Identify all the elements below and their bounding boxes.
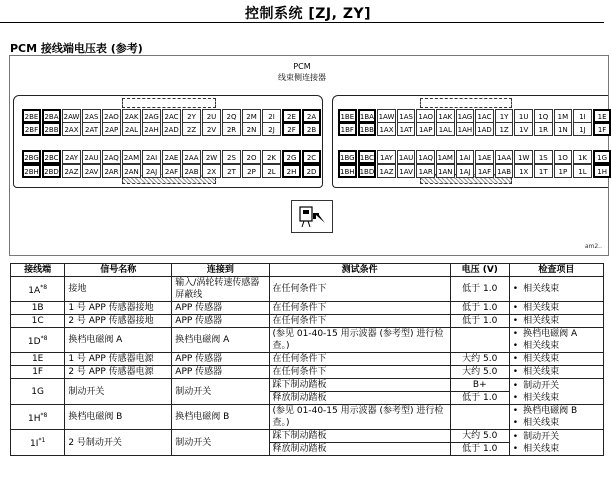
cell-condition: 踩下制动踏板 — [269, 379, 450, 392]
section-title: PCM 接线端电压表 (参考) — [10, 42, 143, 55]
connector-pin: 2BF — [22, 122, 41, 136]
check-item: • 相关线束 — [513, 283, 600, 295]
table-row — [11, 366, 604, 379]
connector-pin: 2AK — [122, 109, 141, 123]
connector-pin: 2AT — [82, 122, 101, 136]
cell-signal: 接地 — [65, 277, 172, 302]
cell-connect: 制动开关 — [172, 379, 269, 405]
connector-pin: 2AI — [142, 150, 161, 164]
connector-pin: 1AT — [397, 122, 416, 136]
connector-pin: 2AP — [102, 122, 121, 136]
connector-pin: 1O — [554, 150, 573, 164]
cell-terminal: 1G — [11, 379, 65, 405]
cell-terminal: $1H^{*8}$ — [11, 405, 65, 430]
cell-condition: (参见 01-40-15 用示波器 (参考型) 进行检查。) — [269, 328, 450, 353]
connector-pin: 1AK — [436, 109, 455, 123]
connector-pin: 1H — [593, 164, 611, 178]
cell-voltage: 大约 5.0 — [450, 366, 509, 379]
cell-checks — [509, 366, 603, 379]
connector-pin: 1Y — [495, 109, 514, 123]
connector-pin: 1N — [554, 122, 573, 136]
connector-pin: 2BH — [22, 164, 41, 178]
cell-signal: 1 号 APP 传感器电源 — [65, 353, 172, 366]
terminal-voltage-table — [10, 263, 604, 456]
connector-pin: 2Q — [222, 109, 241, 123]
connector-pin: 2A — [302, 109, 321, 123]
connector-pin: 1M — [554, 109, 573, 123]
cell-condition: 释放制动踏板 — [269, 392, 450, 405]
table-row — [11, 430, 604, 443]
col-header: 电压 (V) — [450, 264, 509, 277]
connector-pin: 1BB — [358, 122, 377, 136]
cell-connect: APP 传感器 — [172, 302, 269, 315]
connector-pin: 1AD — [475, 122, 494, 136]
figure-label-pcm: PCM — [293, 62, 311, 71]
connector-pin: 2Y — [182, 109, 201, 123]
connector-pin: 1BC — [358, 150, 377, 164]
cell-voltage: 低于 1.0 — [450, 302, 509, 315]
connector-pin: 1U — [514, 109, 533, 123]
cell-signal: 2 号 APP 传感器电源 — [65, 366, 172, 379]
connector-pin: 2AC — [162, 109, 181, 123]
connector-pin: 2L — [262, 164, 281, 178]
header-rule — [0, 22, 604, 23]
connector-pin: 2I — [262, 109, 281, 123]
connector-pin: 1Q — [534, 109, 553, 123]
page-title: 控制系统 [ZJ, ZY] — [245, 6, 372, 22]
connector-pin: 1BH — [338, 164, 357, 178]
check-item: • 换档电磁阀 A — [513, 328, 600, 340]
connector-pin: 2B — [302, 122, 321, 136]
connector-pin: 2AH — [142, 122, 161, 136]
connector-pin: 1AY — [377, 150, 396, 164]
connector-pin: 1AB — [495, 164, 514, 178]
connector-pin: 1AG — [456, 109, 475, 123]
table-row — [11, 405, 604, 430]
connector-pin: 2BG — [22, 150, 41, 164]
connector-pin: 1AH — [456, 122, 475, 136]
check-item: • 换档电磁阀 B — [513, 405, 600, 417]
cell-checks — [509, 430, 603, 456]
connector-pin: 2P — [242, 164, 261, 178]
cell-condition: 在任何条件下 — [269, 302, 450, 315]
check-item: • 制动开关 — [513, 380, 600, 392]
col-header: 接线端 — [11, 264, 65, 277]
cell-terminal: $1D^{*8}$ — [11, 328, 65, 353]
connector-pin: 1BG — [338, 150, 357, 164]
cell-voltage: 大约 5.0 — [450, 353, 509, 366]
cell-connect: APP 传感器 — [172, 315, 269, 328]
cell-checks — [509, 328, 603, 353]
cell-voltage: 低于 1.0 — [450, 277, 509, 302]
connector-pin: 2U — [202, 109, 221, 123]
cell-terminal: 1C — [11, 315, 65, 328]
cell-voltage: 低于 1.0 — [450, 443, 509, 456]
connector-pin: 2R — [222, 122, 241, 136]
check-item: • 相关线束 — [513, 392, 600, 404]
connector-pin: 2AW — [62, 109, 81, 123]
connector-pin: 1AF — [475, 164, 494, 178]
connector-pin: 1L — [573, 164, 592, 178]
connector-pin: 2BC — [42, 150, 61, 164]
connector-pin: 1AL — [436, 122, 455, 136]
connector-pin: 1BA — [358, 109, 377, 123]
cell-terminal: $1I^{*1}$ — [11, 430, 65, 456]
connector-pin: 1G — [593, 150, 611, 164]
cell-condition: 在任何条件下 — [269, 366, 450, 379]
cell-condition: 在任何条件下 — [269, 353, 450, 366]
table-row — [11, 379, 604, 392]
connector-pin: 2X — [202, 164, 221, 178]
cell-signal: 制动开关 — [65, 379, 172, 405]
connector-pin: 2C — [302, 150, 321, 164]
cell-signal: 换档电磁阀 A — [65, 328, 172, 353]
cell-voltage — [450, 328, 509, 353]
connector-pin: 2E — [282, 109, 301, 123]
cell-terminal: 1E — [11, 353, 65, 366]
connector-pin: 1AW — [377, 109, 396, 123]
connector-pin: 1BE — [338, 109, 357, 123]
connector-pin: 2AB — [182, 164, 201, 178]
connector-right-key-top — [420, 98, 512, 108]
connector-pin: 1AI — [456, 150, 475, 164]
table-row — [11, 277, 604, 302]
connector-pin: 1BF — [338, 122, 357, 136]
cell-voltage: 低于 1.0 — [450, 315, 509, 328]
connector-pin: 2AE — [162, 150, 181, 164]
cell-terminal: 1F — [11, 366, 65, 379]
connector-pin: 1AQ — [416, 150, 435, 164]
connector-pin: 2AN — [122, 164, 141, 178]
connector-pin: 1AR — [416, 164, 435, 178]
connector-pin: 1Z — [495, 122, 514, 136]
table-row — [11, 302, 604, 315]
cell-checks — [509, 379, 603, 405]
cell-voltage: 低于 1.0 — [450, 392, 509, 405]
check-item: • 相关线束 — [513, 353, 600, 365]
connector-pin: 2D — [302, 164, 321, 178]
connector-pin: 2AM — [122, 150, 141, 164]
table-row — [11, 315, 604, 328]
col-header: 信号名称 — [65, 264, 172, 277]
connector-view-icon — [291, 200, 333, 233]
connector-pin: 1I — [573, 109, 592, 123]
connector-pin: 2AL — [122, 122, 141, 136]
connector-pin: 2H — [282, 164, 301, 178]
cell-checks — [509, 405, 603, 430]
connector-pin: 1R — [534, 122, 553, 136]
connector-pin: 2G — [282, 150, 301, 164]
connector-pin: 1S — [534, 150, 553, 164]
figure-code: am2.. — [584, 243, 602, 250]
table-header-row — [11, 264, 604, 277]
connector-pin: 1BD — [358, 164, 377, 178]
connector-pin: 1J — [573, 122, 592, 136]
cell-terminal: 1B — [11, 302, 65, 315]
cell-connect: 换档电磁阀 A — [172, 328, 269, 353]
cell-connect: 输入/涡轮转速传感器屏蔽线 — [172, 277, 269, 302]
cell-terminal: $1A^{*8}$ — [11, 277, 65, 302]
connector-pin: 2J — [262, 122, 281, 136]
cell-checks — [509, 315, 603, 328]
connector-pin: 1AZ — [377, 164, 396, 178]
cell-connect: APP 传感器 — [172, 353, 269, 366]
connector-pin: 2M — [242, 109, 261, 123]
connector-pin: 1P — [554, 164, 573, 178]
connector-pin: 2Z — [182, 122, 201, 136]
cell-connect: APP 传感器 — [172, 366, 269, 379]
cell-connect: 制动开关 — [172, 430, 269, 456]
cell-signal: 换档电磁阀 B — [65, 405, 172, 430]
connector-pin: 2AO — [102, 109, 121, 123]
connector-pin: 2AY — [62, 150, 81, 164]
col-header: 连接到 — [172, 264, 269, 277]
check-item: • 相关线束 — [513, 417, 600, 429]
cell-condition: 踩下制动踏板 — [269, 430, 450, 443]
connector-pin: 2S — [222, 150, 241, 164]
connector-pin: 1AJ — [456, 164, 475, 178]
cell-condition: 在任何条件下 — [269, 315, 450, 328]
connector-pin: 2BD — [42, 164, 61, 178]
connector-left-key-top — [122, 98, 216, 108]
connector-pin: 2V — [202, 122, 221, 136]
connector-pin: 2AS — [82, 109, 101, 123]
cell-signal: 2 号 APP 传感器接地 — [65, 315, 172, 328]
cell-signal: 2 号制动开关 — [65, 430, 172, 456]
connector-pin: 1AM — [436, 150, 455, 164]
connector-pin: 1AA — [495, 150, 514, 164]
check-item: • 相关线束 — [513, 340, 600, 352]
connector-pin: 1AN — [436, 164, 455, 178]
connector-pin: 1AE — [475, 150, 494, 164]
connector-pin: 1AC — [475, 109, 494, 123]
connector-pin: 2AU — [82, 150, 101, 164]
connector-pin: 2AV — [82, 164, 101, 178]
connector-pin: 1E — [593, 109, 611, 123]
figure-label-connector: 线束侧连接器 — [278, 73, 326, 82]
table-row — [11, 328, 604, 353]
connector-pin: 2W — [202, 150, 221, 164]
cell-voltage: B+ — [450, 379, 509, 392]
cell-condition: 释放制动踏板 — [269, 443, 450, 456]
check-item: • 相关线束 — [513, 315, 600, 327]
connector-pin: 1W — [514, 150, 533, 164]
connector-pin: 2AR — [102, 164, 121, 178]
check-item: • 相关线束 — [513, 443, 600, 455]
connector-pin: 2AZ — [62, 164, 81, 178]
connector-pin: 2O — [242, 150, 261, 164]
cell-condition: (参见 01-40-15 用示波器 (参考型) 进行检查。) — [269, 405, 450, 430]
cell-checks — [509, 353, 603, 366]
col-header: 测试条件 — [269, 264, 450, 277]
connector-pin: 2T — [222, 164, 241, 178]
cell-voltage — [450, 405, 509, 430]
connector-pin: 1K — [573, 150, 592, 164]
table-row — [11, 353, 604, 366]
connector-pin: 2AX — [62, 122, 81, 136]
connector-pin: 2BB — [42, 122, 61, 136]
cell-checks — [509, 302, 603, 315]
connector-pin: 1AX — [377, 122, 396, 136]
col-header: 检查项目 — [509, 264, 603, 277]
connector-pin: 2N — [242, 122, 261, 136]
connector-pin: 2F — [282, 122, 301, 136]
connector-pin: 2AG — [142, 109, 161, 123]
connector-pin: 1X — [514, 164, 533, 178]
check-item: • 制动开关 — [513, 431, 600, 443]
connector-pin: 2BE — [22, 109, 41, 123]
connector-pin: 2AA — [182, 150, 201, 164]
connector-pin: 2AF — [162, 164, 181, 178]
cell-condition: 在任何条件下 — [269, 277, 450, 302]
connector-pin: 2AJ — [142, 164, 161, 178]
connector-pin: 2AQ — [102, 150, 121, 164]
connector-pin: 1T — [534, 164, 553, 178]
cell-checks — [509, 277, 603, 302]
cell-connect: 换档电磁阀 B — [172, 405, 269, 430]
connector-pin: 1AO — [416, 109, 435, 123]
check-item: • 相关线束 — [513, 302, 600, 314]
connector-pin: 2K — [262, 150, 281, 164]
connector-pin: 1F — [593, 122, 611, 136]
connector-pin: 1AV — [397, 164, 416, 178]
check-item: • 相关线束 — [513, 366, 600, 378]
connector-pin: 1AP — [416, 122, 435, 136]
connector-pin: 1V — [514, 122, 533, 136]
cell-voltage: 大约 5.0 — [450, 430, 509, 443]
connector-pin: 1AU — [397, 150, 416, 164]
connector-pin: 1AS — [397, 109, 416, 123]
connector-pin: 2BA — [42, 109, 61, 123]
connector-pin: 2AD — [162, 122, 181, 136]
cell-signal: 1 号 APP 传感器接地 — [65, 302, 172, 315]
